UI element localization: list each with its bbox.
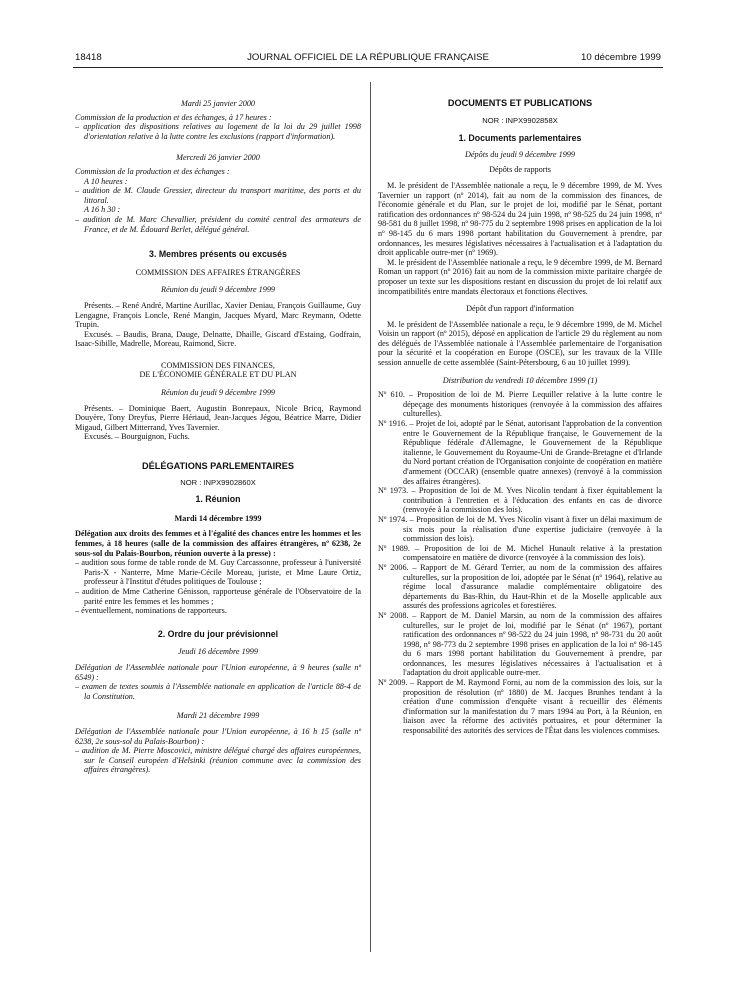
report-paragraph: M. le président de l'Assemblée nationale a reçu, le 9 décembre 1999, de M. Bernard Roman un rapport (nº 2016) fait au nom de la commission mixte paritaire chargée de proposer un texte sur les dispositions restant en discussion du projet de loi relatif aux incompatibilités entre mandats électoraux et fonctions électives. bbox=[378, 257, 662, 296]
report-paragraph: M. le président de l'Assemblée nationale a reçu, le 9 décembre 1999, de M. Yves Tavernier un rapport (nº 2014), fait au nom de la commission des finances, de l'économie générale et du Plan, sur le projet de loi, modifié par le Sénat, portant ratification des ordonnances nº 98-524 du 24 juin 1998, nº 98-525 du 24 juin 1998, nº 98-581 du 8 juillet 1998, nº 98-775 du 2 septembre 1998 prises en application de la loi nº 98-145 du 6 mars 1998 portant habilitation du Gouvernement à prendre, par ordonnances, les mesures législatives nécessaires à l'actualisation et à l'adaptation du droit applicable outre-mer (nº 1969). bbox=[378, 180, 662, 258]
deposit-date: Dépôts du jeudi 9 décembre 1999 bbox=[465, 149, 575, 159]
left-column bbox=[75, 99, 361, 775]
agenda-item: – examen de textes soumis à l'Assemblée nationale en application de l'article 88-4 de la Constitution. bbox=[75, 682, 361, 701]
date-heading: Mardi 25 janvier 2000 bbox=[180, 99, 256, 108]
date-heading: Mercredi 26 janvier 2000 bbox=[176, 153, 260, 163]
time-heading: A 10 heures : bbox=[84, 176, 128, 186]
commission-title: COMMISSION DES FINANCES, bbox=[161, 360, 275, 370]
list-item: Nº 610. – Proposition de loi de M. Pierre Lequiller relative à la lutte contre le dépeçage des monuments historiques (renvoyée à la commission des affaires culturelles). bbox=[378, 390, 662, 419]
distribution-list bbox=[378, 390, 662, 735]
section-heading: 3. Membres présents ou excusés bbox=[149, 249, 287, 260]
date-heading: Mardi 14 décembre 1999 bbox=[174, 513, 262, 523]
section-heading: 1. Réunion bbox=[195, 494, 241, 505]
attendees-present: Présents. – Dominique Baert, Augustin Bonrepaux, Nicole Bricq, Raymond Douyère, Tony Dreyfus, Pierre Hériaud, Jean-Jacques Jégou, Béatrice Marre, Didier Migaud, Gilbert Mitterrand, Yves Tavernier. bbox=[75, 403, 361, 432]
nor-reference: NOR : INPX9902860X bbox=[180, 477, 256, 487]
meeting-date: Réunion du jeudi 9 décembre 1999 bbox=[160, 388, 276, 398]
page-number: 18418 bbox=[75, 52, 102, 63]
distribution-date: Distribution du vendredi 10 décembre 1999 (1) bbox=[442, 375, 598, 385]
attendees-present: Présents. – René André, Martine Aurillac, Xavier Deniau, François Guillaume, Guy Lengagne, François Loncle, René Mangin, Jacques Myard, Marc Reymann, Odette Trupin. bbox=[75, 300, 361, 330]
subheading: Dépôts de rapports bbox=[489, 165, 551, 175]
agenda-item: – audition sous forme de table ronde de M. Guy Carcassonne, professeur à l'université Paris-X - Nanterre, Mme Marie-Cécile Moreau, juriste, et Mme Laure Ortiz, professeur à l'Institut d'études politiques de Toulouse ; bbox=[75, 558, 361, 587]
list-item: Nº 2009. – Rapport de M. Raymond Forni, au nom de la commission des lois, sur la proposition de résolution (nº 1880) de M. Jacques Brunhes tendant à la création d'une commission d'enquête visant à recueillir des éléments d'information sur la manifestation du 7 mars 1994 au Port, à la Réunion, en liaison avec la réforme des activités portuaires, et pour déterminer la responsabilité des autorités des services de l'État dans les violences commises. bbox=[378, 678, 662, 736]
list-item: Nº 1916. – Projet de loi, adopté par le Sénat, autorisant l'approbation de la convention entre le Gouvernement de la République française, le Gouvernement de la République fédérale d'Allemagne, le Gouvernement de la République italienne, le Gouvernement du Royaume-Uni de Grande-Bretagne et d'Irlande du Nord portant création de l'Organisation conjointe de coopération en matière d'armement (OCCAR) (ensemble quatre annexes) (renvoyé à la commission des affaires étrangères). bbox=[378, 419, 662, 486]
right-column bbox=[378, 99, 662, 736]
agenda-item: – audition de M. Marc Chevallier, président du comité central des armateurs de France, et de M. Édouard Berlet, délégué général. bbox=[75, 214, 361, 234]
issue-date: 10 décembre 1999 bbox=[580, 52, 661, 63]
delegation-paragraph: Délégation de l'Assemblée nationale pour l'Union européenne, à 9 heures (salle nº 6549) : bbox=[75, 662, 361, 682]
list-item: Nº 1989. – Proposition de loi de M. Michel Hunault relative à la prestation compensatoire en matière de divorce (renvoyée à la commission des lois). bbox=[378, 543, 662, 563]
journal-title: JOURNAL OFFICIEL DE LA RÉPUBLIQUE FRANÇAISE bbox=[247, 52, 489, 63]
agenda-item: – application des dispositions relatives au logement de la loi du 29 juillet 1998 d'orientation relative à la lutte contre les exclusions (rapport d'information). bbox=[75, 122, 361, 141]
subheading: Dépôt d'un rapport d'information bbox=[466, 304, 574, 314]
section-heading: 1. Documents parlementaires bbox=[458, 133, 582, 144]
agenda-item: – audition de M. Claude Gressier, directeur du transport maritime, des ports et du littoral. bbox=[75, 186, 361, 205]
attendees-excused: Excusés. – Bourguignon, Fuchs. bbox=[84, 432, 190, 442]
column-divider bbox=[370, 82, 371, 952]
agenda-item: – audition de M. Pierre Moscovici, ministre délégué chargé des affaires européennes, sur le Conseil européen d'Helsinki (réunion commune avec la commission des affaires étrangères). bbox=[75, 746, 361, 775]
commission-title: COMMISSION DES AFFAIRES ÉTRANGÈRES bbox=[135, 267, 301, 277]
nor-reference: NOR : INPX9902858X bbox=[482, 115, 558, 125]
section-heading: 2. Ordre du jour prévisionnel bbox=[157, 628, 279, 639]
documents-title: DOCUMENTS ET PUBLICATIONS bbox=[447, 98, 593, 108]
delegation-paragraph: Délégation aux droits des femmes et à l'égalité des chances entre les hommes et les femmes, à 18 heures (salle de la commission des affaires étrangères, nº 6238, 2e sous-sol du Palais-Bourbon, réunion ouverte à la presse) : bbox=[75, 529, 361, 558]
page-header bbox=[75, 52, 661, 66]
list-item: Nº 2006. – Rapport de M. Gérard Terrier, au nom de la commission des affaires culturelles, sur la proposition de loi, adoptée par le Sénat (nº 1964), relative au régime local d'assurance maladie complémentaire obligatoire des départements du Bas-Rhin, du Haut-Rhin et de la Moselle applicable aux assurés des professions agricoles et forestières. bbox=[378, 562, 662, 611]
meeting-date: Réunion du jeudi 9 décembre 1999 bbox=[160, 285, 276, 295]
commission-line: Commission de la production et des échanges, à 17 heures : bbox=[75, 112, 272, 122]
date-heading: Jeudi 16 décembre 1999 bbox=[178, 647, 258, 657]
delegations-title: DÉLÉGATIONS PARLEMENTAIRES bbox=[141, 461, 295, 472]
commission-line: Commission de la production et des échanges : bbox=[75, 166, 230, 176]
date-heading: Mardi 21 décembre 1999 bbox=[176, 711, 260, 721]
attendees-excused: Excusés. – Baudis, Brana, Dauge, Delnatte, Dhaille, Giscard d'Estaing, Godfrain, Isaac-Sibille, Madrelle, Moreau, Raimond, Sicre. bbox=[75, 329, 361, 349]
time-heading: A 16 h 30 : bbox=[84, 205, 121, 215]
delegation-paragraph: Délégation de l'Assemblée nationale pour l'Union européenne, à 16 h 15 (salle nº 6238, 2e sous-sol du Palais-Bourbon) : bbox=[75, 726, 361, 746]
header-rule bbox=[73, 67, 663, 68]
commission-title: DE L'ÉCONOMIE GÉNÉRALE ET DU PLAN bbox=[139, 370, 297, 380]
list-item: Nº 2008. – Rapport de M. Daniel Marsin, au nom de la commission des affaires culturelles, sur le projet de loi, modifié par le Sénat (nº 1967), portant ratification des ordonnances nº 98-522 du 24 juin 1998, nº 98-731 du 20 août 1998, nº 98-773 du 2 septembre 1998 prises en application de la loi nº 98-145 du 6 mars 1998 portant habilitation du Gouvernement à prendre, par ordonnances, les mesures législatives nécessaires à l'actualisation et à l'adaptation du droit applicable outre-mer. bbox=[378, 610, 662, 678]
list-item: Nº 1974. – Proposition de loi de M. Yves Nicolin visant à fixer un délai maximum de six mois pour la réalisation d'une expertise judiciaire (renvoyée à la commission des lois). bbox=[378, 514, 662, 544]
list-item: Nº 1973. – Proposition de loi de M. Yves Nicolin tendant à fixer équitablement la contribution à l'entretien et à l'éducation des enfants en cas de divorce (renvoyée à la commission des lois). bbox=[378, 486, 662, 515]
agenda-item: – audition de Mme Catherine Génisson, rapporteuse générale de l'Observatoire de la parité entre les femmes et les hommes ; bbox=[75, 586, 361, 606]
agenda-item: – éventuellement, nominations de rapporteurs. bbox=[75, 606, 227, 616]
report-paragraph: M. le président de l'Assemblée nationale a reçu, le 9 décembre 1999, de M. Michel Voisin un rapport (nº 2015), déposé en application de l'article 29 du règlement au nom des délégués de l'Assemblée nationale à l'Assemblée parlementaire de l'organisation pour la sécurité et la coopération en Europe (OSCE), sur les travaux de la VIIIe session annuelle de cette assemblée (Saint-Pétersbourg, 6 au 10 juillet 1999). bbox=[378, 319, 662, 368]
